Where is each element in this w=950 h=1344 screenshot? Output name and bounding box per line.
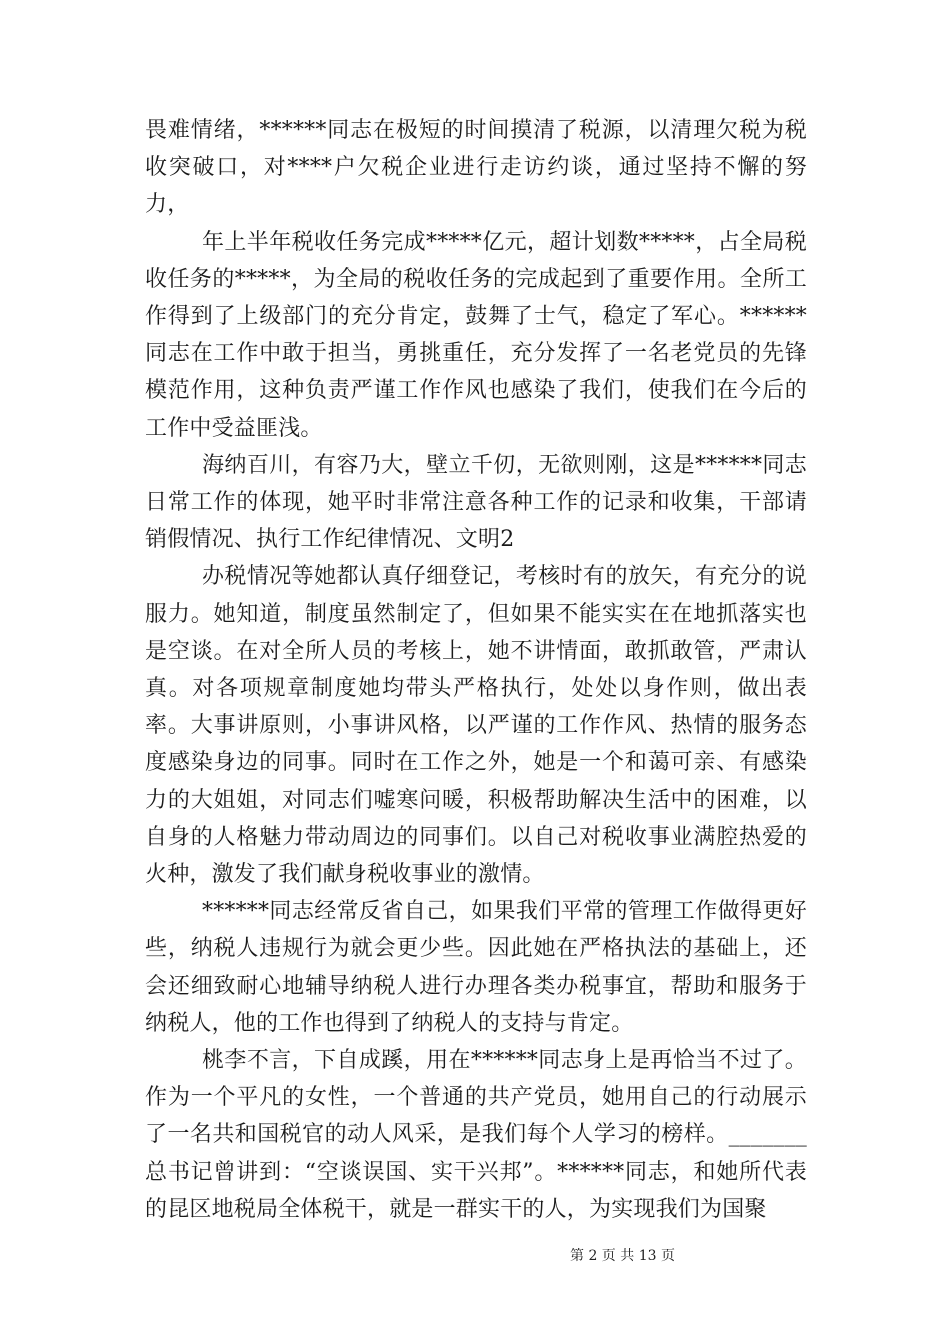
document-body	[145, 112, 807, 1228]
paragraph-5: ******同志经常反省自己，如果我们平常的管理工作做得更好些，纳税人违规行为就会更少些。因此她在严格执法的基础上，还会还细致耐心地辅导纳税人进行办理各类办税事宜，帮助和服务于纳税人，他的工作也得到了纳税人的支持与肯定。	[145, 899, 807, 1036]
paragraph-6: 桃李不言，下自成蹊，用在******同志身上是再恰当不过了。作为一个平凡的女性，一个普通的共产党员，她用自己的行动展示了一名共和国税官的动人风采，是我们每个人学习的榜样。_______总书记曾讲到：“空谈误国、实干兴邦”。******同志，和她所代表的昆区地税局全体税干，就是一群实干的人，为实现我们为国聚	[145, 1048, 807, 1222]
paragraph-1: 畏难情绪，******同志在极短的时间摸清了税源，以清理欠税为税收突破口，对****户欠税企业进行走访约谈，通过坚持不懈的努力，	[145, 118, 807, 218]
paragraph-3: 海纳百川，有容乃大，壁立千仞，无欲则刚，这是******同志日常工作的体现，她平时非常注意各种工作的记录和收集，干部请销假情况、执行工作纪律情况、文明2	[145, 452, 807, 553]
page-number-footer: 第 2 页 共 13 页	[570, 1248, 675, 1264]
paragraph-2: 年上半年税收任务完成*****亿元，超计划数*****，占全局税收任务的*****，为全局的税收任务的完成起到了重要作用。全所工作得到了上级部门的充分肯定，鼓舞了士气，稳定了军心。******同志在工作中敢于担当，勇挑重任，充分发挥了一名老党员的先锋模范作用，这种负责严谨工作作风也感染了我们，使我们在今后的工作中受益匪浅。	[145, 229, 807, 441]
paragraph-4: 办税情况等她都认真仔细登记，考核时有的放矢，有充分的说服力。她知道，制度虽然制定了，但如果不能实实在在地抓落实也是空谈。在对全所人员的考核上，她不讲情面，敢抓敢管，严肃认真。对各项规章制度她均带头严格执行，处处以身作则，做出表率。大事讲原则，小事讲风格，以严谨的工作作风、热情的服务态度感染身边的同事。同时在工作之外，她是一个和蔼可亲、有感染力的大姐姐，对同志们嘘寒问暖，积极帮助解决生活中的困难，以自身的人格魅力带动周边的同事们。以自己对税收事业满腔热爱的火种，激发了我们献身税收事业的激情。	[145, 564, 807, 888]
